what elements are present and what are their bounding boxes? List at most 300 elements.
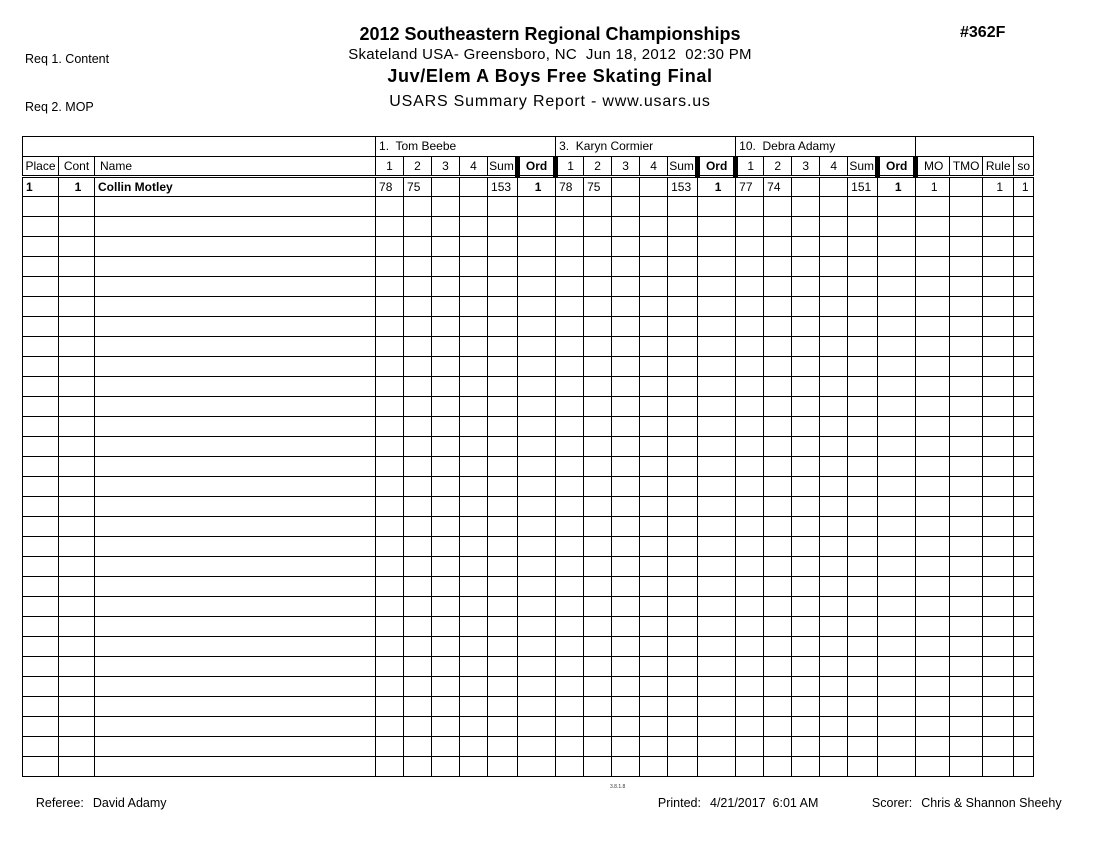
so-cell <box>1014 497 1034 517</box>
sum-cell <box>848 757 878 777</box>
s-cell <box>612 517 640 537</box>
s-cell <box>792 197 820 217</box>
ord-cell <box>518 557 556 577</box>
s-cell <box>736 317 764 337</box>
s-cell <box>404 557 432 577</box>
header-j3-4: 4 <box>820 157 848 177</box>
sum-cell <box>848 477 878 497</box>
header-rule: Rule <box>983 157 1014 177</box>
ord-cell: 1 <box>518 177 556 197</box>
ord-cell <box>518 677 556 697</box>
s-cell <box>404 497 432 517</box>
so-cell <box>1014 737 1034 757</box>
s-cell <box>792 397 820 417</box>
ord-cell <box>878 497 916 517</box>
s-cell <box>432 657 460 677</box>
mo-cell <box>916 617 950 637</box>
cont-cell <box>59 317 95 337</box>
ord-cell <box>698 557 736 577</box>
mo-cell <box>916 257 950 277</box>
tmo-cell <box>950 217 983 237</box>
s-cell <box>640 437 668 457</box>
s-cell <box>376 717 404 737</box>
s-cell <box>820 677 848 697</box>
corner-blank-left <box>23 137 376 157</box>
ord-cell <box>878 657 916 677</box>
cont-cell <box>59 237 95 257</box>
ord-cell <box>518 297 556 317</box>
sum-cell <box>848 397 878 417</box>
so-cell <box>1014 477 1034 497</box>
rule-cell <box>983 437 1014 457</box>
s-cell <box>640 617 668 637</box>
cont-cell <box>59 637 95 657</box>
sum-cell <box>848 597 878 617</box>
s-cell <box>764 597 792 617</box>
name-cell <box>95 657 376 677</box>
s-cell <box>820 497 848 517</box>
table-row <box>23 497 1034 517</box>
s-cell <box>820 637 848 657</box>
sum-cell <box>488 477 518 497</box>
sum-cell <box>668 337 698 357</box>
sum-cell <box>668 757 698 777</box>
s-cell <box>640 217 668 237</box>
s-cell <box>792 717 820 737</box>
s-cell <box>404 297 432 317</box>
mo-cell <box>916 477 950 497</box>
sum-cell <box>668 257 698 277</box>
s-cell <box>792 417 820 437</box>
tmo-cell <box>950 357 983 377</box>
ord-cell <box>878 237 916 257</box>
s-cell <box>584 577 612 597</box>
event-title: Juv/Elem A Boys Free Skating Final <box>387 66 713 86</box>
tmo-cell <box>950 317 983 337</box>
table-row <box>23 657 1034 677</box>
rule-cell <box>983 457 1014 477</box>
mo-cell <box>916 657 950 677</box>
sum-cell <box>488 657 518 677</box>
tmo-cell <box>950 277 983 297</box>
sum-cell <box>668 297 698 317</box>
s-cell <box>764 517 792 537</box>
ord-cell <box>698 517 736 537</box>
s-cell <box>736 497 764 517</box>
sum-cell <box>848 657 878 677</box>
table-row <box>23 317 1034 337</box>
championship-title: 2012 Southeastern Regional Championships <box>359 24 741 44</box>
s-cell <box>432 717 460 737</box>
s-cell <box>432 257 460 277</box>
s-cell <box>376 357 404 377</box>
s-cell <box>432 197 460 217</box>
s-cell <box>460 397 488 417</box>
so-cell <box>1014 317 1034 337</box>
rule-cell: 1 <box>983 177 1014 197</box>
sum-cell <box>488 557 518 577</box>
rule-cell <box>983 697 1014 717</box>
s-cell <box>612 377 640 397</box>
s-cell <box>736 377 764 397</box>
s-cell <box>432 237 460 257</box>
sum-cell <box>488 217 518 237</box>
s-cell <box>792 177 820 197</box>
s-cell <box>820 757 848 777</box>
s-cell <box>640 497 668 517</box>
ord-cell <box>518 357 556 377</box>
name-cell <box>95 577 376 597</box>
s-cell <box>640 517 668 537</box>
s-cell <box>460 557 488 577</box>
so-cell <box>1014 517 1034 537</box>
s-cell <box>820 537 848 557</box>
s-cell <box>556 337 584 357</box>
ord-cell <box>698 637 736 657</box>
s-cell <box>764 277 792 297</box>
sum-cell <box>488 537 518 557</box>
results-body <box>23 177 1034 777</box>
s-cell <box>556 237 584 257</box>
name-cell <box>95 597 376 617</box>
ord-cell <box>878 317 916 337</box>
ord-cell <box>518 377 556 397</box>
cont-cell <box>59 517 95 537</box>
s-cell <box>764 657 792 677</box>
mo-cell <box>916 637 950 657</box>
s-cell <box>432 697 460 717</box>
s-cell <box>404 237 432 257</box>
s-cell <box>460 217 488 237</box>
sum-cell <box>488 257 518 277</box>
s-cell <box>584 617 612 637</box>
ord-cell <box>698 237 736 257</box>
place-cell <box>23 237 59 257</box>
s-cell <box>820 717 848 737</box>
s-cell <box>376 737 404 757</box>
s-cell <box>792 577 820 597</box>
table-row <box>23 257 1034 277</box>
name-cell <box>95 417 376 437</box>
name-cell <box>95 717 376 737</box>
s-cell <box>460 337 488 357</box>
s-cell <box>432 297 460 317</box>
name-cell <box>95 437 376 457</box>
s-cell <box>460 597 488 617</box>
ord-cell <box>878 477 916 497</box>
ord-cell <box>878 457 916 477</box>
name-cell <box>95 317 376 337</box>
ord-cell <box>518 197 556 217</box>
s-cell <box>820 337 848 357</box>
s-cell <box>612 577 640 597</box>
name-cell <box>95 197 376 217</box>
s-cell <box>432 497 460 517</box>
tmo-cell <box>950 437 983 457</box>
table-row <box>23 417 1034 437</box>
table-row <box>23 437 1034 457</box>
ord-cell <box>878 597 916 617</box>
sum-cell <box>848 317 878 337</box>
s-cell <box>612 357 640 377</box>
mo-cell <box>916 197 950 217</box>
s-cell <box>640 317 668 337</box>
tmo-cell <box>950 337 983 357</box>
cont-cell <box>59 197 95 217</box>
s-cell <box>820 377 848 397</box>
req-line-1: Req 1. Content <box>25 52 110 66</box>
s-cell <box>612 177 640 197</box>
place-cell <box>23 657 59 677</box>
judge-1-name: 1. Tom Beebe <box>376 137 556 157</box>
ord-cell <box>698 297 736 317</box>
s-cell <box>556 257 584 277</box>
s-cell <box>612 597 640 617</box>
rule-cell <box>983 657 1014 677</box>
mo-cell <box>916 737 950 757</box>
sum-cell <box>488 457 518 477</box>
s-cell <box>556 417 584 437</box>
s-cell <box>376 517 404 537</box>
ord-cell <box>518 457 556 477</box>
ord-cell <box>518 577 556 597</box>
rule-cell <box>983 537 1014 557</box>
s-cell <box>404 457 432 477</box>
s-cell <box>612 197 640 217</box>
s-cell <box>764 437 792 457</box>
cont-cell <box>59 397 95 417</box>
mo-cell <box>916 597 950 617</box>
s-cell <box>404 397 432 417</box>
name-cell <box>95 697 376 717</box>
cont-cell <box>59 217 95 237</box>
so-cell <box>1014 237 1034 257</box>
place-cell <box>23 577 59 597</box>
s-cell <box>404 477 432 497</box>
s-cell <box>792 517 820 537</box>
s-cell: 75 <box>584 177 612 197</box>
ord-cell <box>698 717 736 737</box>
s-cell <box>820 237 848 257</box>
header-place: Place <box>23 157 59 177</box>
ord-cell: 1 <box>698 177 736 197</box>
tmo-cell <box>950 237 983 257</box>
corner-blank-right <box>916 137 1034 157</box>
cont-cell <box>59 497 95 517</box>
s-cell <box>792 437 820 457</box>
s-cell <box>404 377 432 397</box>
s-cell <box>820 197 848 217</box>
rule-cell <box>983 237 1014 257</box>
sum-cell <box>668 217 698 237</box>
sum-cell <box>668 497 698 517</box>
ord-cell <box>518 497 556 517</box>
s-cell <box>584 417 612 437</box>
s-cell <box>404 257 432 277</box>
ord-cell <box>878 677 916 697</box>
s-cell <box>640 577 668 597</box>
ord-cell <box>878 417 916 437</box>
rule-cell <box>983 597 1014 617</box>
ord-cell <box>698 257 736 277</box>
s-cell <box>640 717 668 737</box>
s-cell <box>736 337 764 357</box>
s-cell <box>432 217 460 237</box>
table-row <box>23 597 1034 617</box>
sum-cell <box>848 217 878 237</box>
s-cell <box>460 237 488 257</box>
ord-cell <box>878 397 916 417</box>
tmo-cell <box>950 697 983 717</box>
s-cell <box>820 217 848 237</box>
so-cell <box>1014 717 1034 737</box>
mo-cell <box>916 717 950 737</box>
s-cell <box>640 557 668 577</box>
s-cell <box>460 577 488 597</box>
ord-cell <box>698 697 736 717</box>
name-cell <box>95 557 376 577</box>
s-cell <box>376 457 404 477</box>
sum-cell <box>668 637 698 657</box>
s-cell <box>376 477 404 497</box>
s-cell <box>584 537 612 557</box>
table-row <box>23 297 1034 317</box>
place-cell <box>23 697 59 717</box>
sum-cell <box>488 377 518 397</box>
s-cell <box>460 677 488 697</box>
rule-cell <box>983 357 1014 377</box>
s-cell <box>736 657 764 677</box>
s-cell <box>584 637 612 657</box>
s-cell <box>820 477 848 497</box>
s-cell <box>460 517 488 537</box>
s-cell <box>792 757 820 777</box>
s-cell <box>376 237 404 257</box>
s-cell <box>556 717 584 737</box>
header-j2-ord: Ord <box>698 157 736 177</box>
s-cell <box>612 477 640 497</box>
s-cell <box>376 597 404 617</box>
ord-cell <box>878 717 916 737</box>
s-cell <box>556 577 584 597</box>
s-cell <box>736 757 764 777</box>
sum-cell <box>488 357 518 377</box>
s-cell <box>460 417 488 437</box>
s-cell <box>404 517 432 537</box>
s-cell <box>556 397 584 417</box>
sum-cell <box>848 517 878 537</box>
name-cell <box>95 377 376 397</box>
s-cell <box>556 557 584 577</box>
so-cell <box>1014 337 1034 357</box>
rule-cell <box>983 477 1014 497</box>
s-cell <box>820 657 848 677</box>
cont-cell <box>59 717 95 737</box>
header-j3-ord: Ord <box>878 157 916 177</box>
so-cell <box>1014 197 1034 217</box>
s-cell <box>612 437 640 457</box>
so-cell <box>1014 677 1034 697</box>
ord-cell <box>698 737 736 757</box>
ord-cell <box>698 217 736 237</box>
s-cell <box>640 197 668 217</box>
s-cell <box>404 597 432 617</box>
s-cell <box>640 257 668 277</box>
sum-cell <box>488 517 518 537</box>
sum-cell <box>488 497 518 517</box>
place-cell <box>23 357 59 377</box>
header-name: Name <box>95 157 376 177</box>
s-cell <box>820 617 848 637</box>
printed-line <box>644 782 818 824</box>
s-cell <box>736 557 764 577</box>
sum-cell <box>488 617 518 637</box>
s-cell <box>792 457 820 477</box>
cont-cell <box>59 537 95 557</box>
s-cell <box>820 577 848 597</box>
sum-cell <box>488 737 518 757</box>
s-cell <box>404 737 432 757</box>
sum-cell <box>668 457 698 477</box>
cont-cell <box>59 697 95 717</box>
s-cell <box>556 277 584 297</box>
place-cell <box>23 717 59 737</box>
sum-cell <box>668 617 698 637</box>
s-cell <box>584 757 612 777</box>
tmo-cell <box>950 677 983 697</box>
s-cell <box>432 357 460 377</box>
s-cell <box>640 757 668 777</box>
ord-cell <box>698 537 736 557</box>
s-cell: 75 <box>404 177 432 197</box>
s-cell <box>764 537 792 557</box>
s-cell <box>432 517 460 537</box>
report-type-line: USARS Summary Report - www.usars.us <box>389 93 711 110</box>
sum-cell <box>848 257 878 277</box>
s-cell <box>612 537 640 557</box>
ord-cell <box>698 597 736 617</box>
s-cell <box>432 637 460 657</box>
sum-cell <box>848 237 878 257</box>
s-cell <box>460 297 488 317</box>
s-cell <box>612 217 640 237</box>
name-cell <box>95 737 376 757</box>
so-cell <box>1014 757 1034 777</box>
table-row <box>23 377 1034 397</box>
so-cell <box>1014 537 1034 557</box>
name-cell <box>95 457 376 477</box>
ord-cell <box>698 657 736 677</box>
s-cell <box>376 257 404 277</box>
s-cell <box>640 397 668 417</box>
s-cell <box>556 517 584 537</box>
so-cell <box>1014 217 1034 237</box>
place-cell <box>23 557 59 577</box>
s-cell <box>376 437 404 457</box>
s-cell <box>584 257 612 277</box>
name-cell <box>95 237 376 257</box>
cont-cell <box>59 577 95 597</box>
s-cell <box>736 677 764 697</box>
name-cell: Collin Motley <box>95 177 376 197</box>
ord-cell <box>518 617 556 637</box>
s-cell <box>792 557 820 577</box>
ord-cell <box>518 697 556 717</box>
header-j1-4: 4 <box>460 157 488 177</box>
s-cell: 78 <box>556 177 584 197</box>
s-cell <box>584 237 612 257</box>
s-cell <box>432 617 460 637</box>
